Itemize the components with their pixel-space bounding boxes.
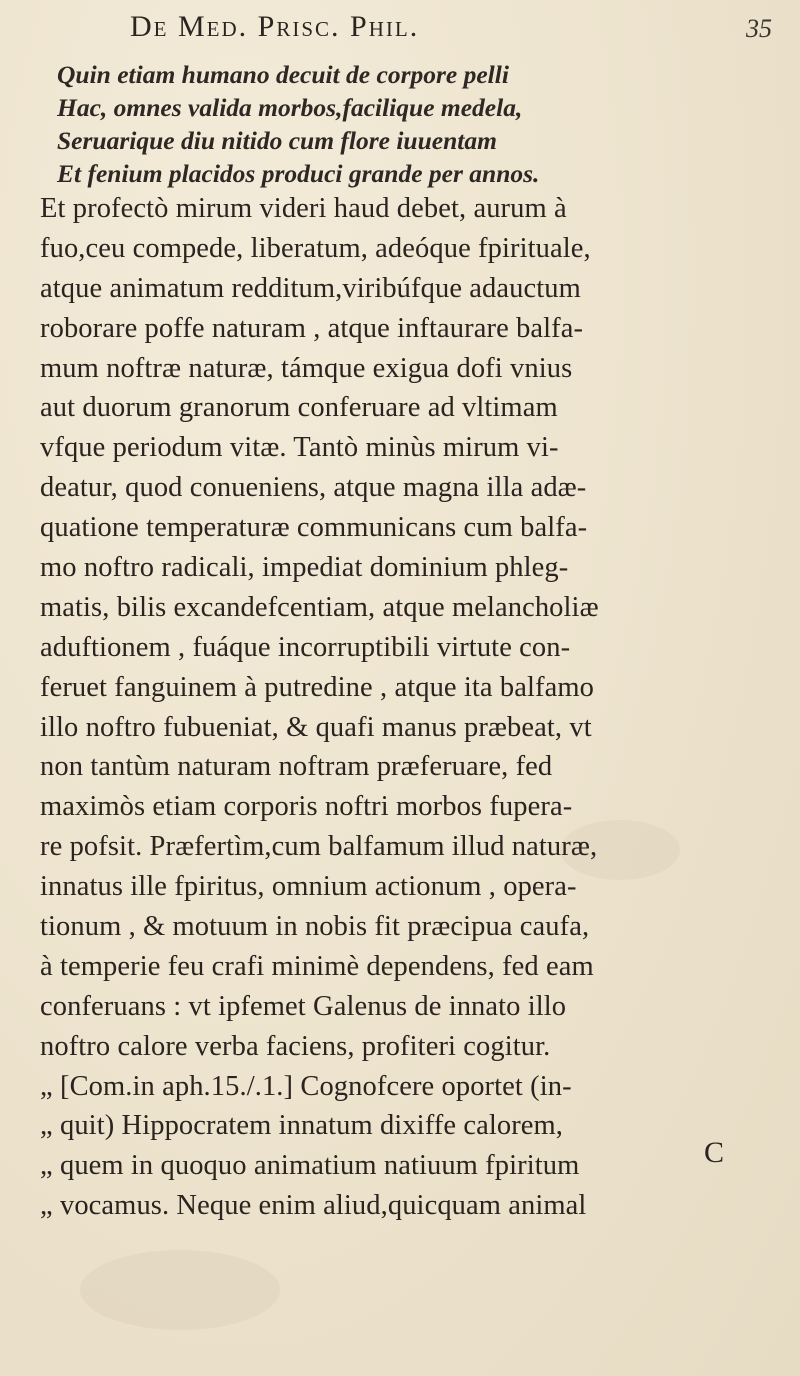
text-line: maximòs etiam corporis noftri morbos fupera- <box>40 791 573 823</box>
verse-line: Quin etiam humano decuit de corpore pelli <box>57 60 509 89</box>
text-line: atque animatum redditum,viribúfque adauctum <box>40 272 581 304</box>
text-line: roborare poffe naturam , atque inftaurare balfa- <box>40 312 584 344</box>
text-line: à temperie feu crafi minimè dependens, fed eam <box>40 950 594 982</box>
body-text <box>40 189 780 1226</box>
text-line: Et profectò mirum videri haud debet, aurum à <box>40 193 567 224</box>
text-line: conferuans : vt ipfemet Galenus de innato illo <box>40 990 567 1022</box>
text-line: „ quem in quoquo animatium natiuum fpiritum <box>40 1150 580 1182</box>
text-line: tionum , & motuum in nobis fit præcipua caufa, <box>40 911 590 943</box>
text-line: „ [Com.in aph.15./.1.] Cognofcere oportet (in- <box>40 1070 572 1102</box>
text-line: innatus ille fpiritus, omnium actionum , opera- <box>40 871 577 903</box>
text-line: illo noftro fubueniat, & quafi manus præbeat, vt <box>40 711 592 743</box>
verse-line: Et fenium placidos produci grande per annos. <box>57 159 540 188</box>
page-header <box>130 10 790 54</box>
text-line: noftro calore verba faciens, profiteri cogitur. <box>40 1030 551 1062</box>
text-line: quatione temperaturæ communicans cum balfa- <box>40 512 588 544</box>
text-line: non tantùm naturam noftram præferuare, fed <box>40 751 553 783</box>
text-line: feruet fanguinem à putredine , atque ita balfamo <box>40 671 594 703</box>
text-line: deatur, quod conueniens, atque magna illa adæ- <box>40 472 587 504</box>
text-line: aut duorum granorum conferuare ad vltimam <box>40 392 558 424</box>
paper-stain <box>80 1250 280 1330</box>
page-number: 35 <box>746 14 772 43</box>
verse-line: Hac, omnes valida morbos,facilique medela, <box>57 93 523 122</box>
text-line: mum noftræ naturæ, támque exigua dofi vnius <box>40 352 573 384</box>
text-line: re pofsit. Præfertìm,cum balfamum illud naturæ, <box>40 831 598 863</box>
catchword: C <box>704 1136 725 1169</box>
verse-line: Seruarique diu nitido cum flore iuuentam <box>57 126 497 155</box>
text-line: mo noftro radicali, impediat dominium phleg- <box>40 552 569 584</box>
verse-quotation <box>57 58 777 190</box>
text-line: vfque periodum vitæ. Tantò minùs mirum vi- <box>40 432 559 464</box>
text-line: matis, bilis excandefcentiam, atque melancholiæ <box>40 591 599 623</box>
text-line: „ quit) Hippocratem innatum dixiffe calorem, <box>40 1110 564 1142</box>
text-line: „ vocamus. Neque enim aliud,quicquam animal <box>40 1190 587 1222</box>
running-head: De Med. Prisc. Phil. <box>130 10 420 43</box>
text-line: fuo,ceu compede, liberatum, adeóque fpirituale, <box>40 232 591 264</box>
text-line: aduftionem , fuáque incorruptibili virtute con- <box>40 631 571 663</box>
